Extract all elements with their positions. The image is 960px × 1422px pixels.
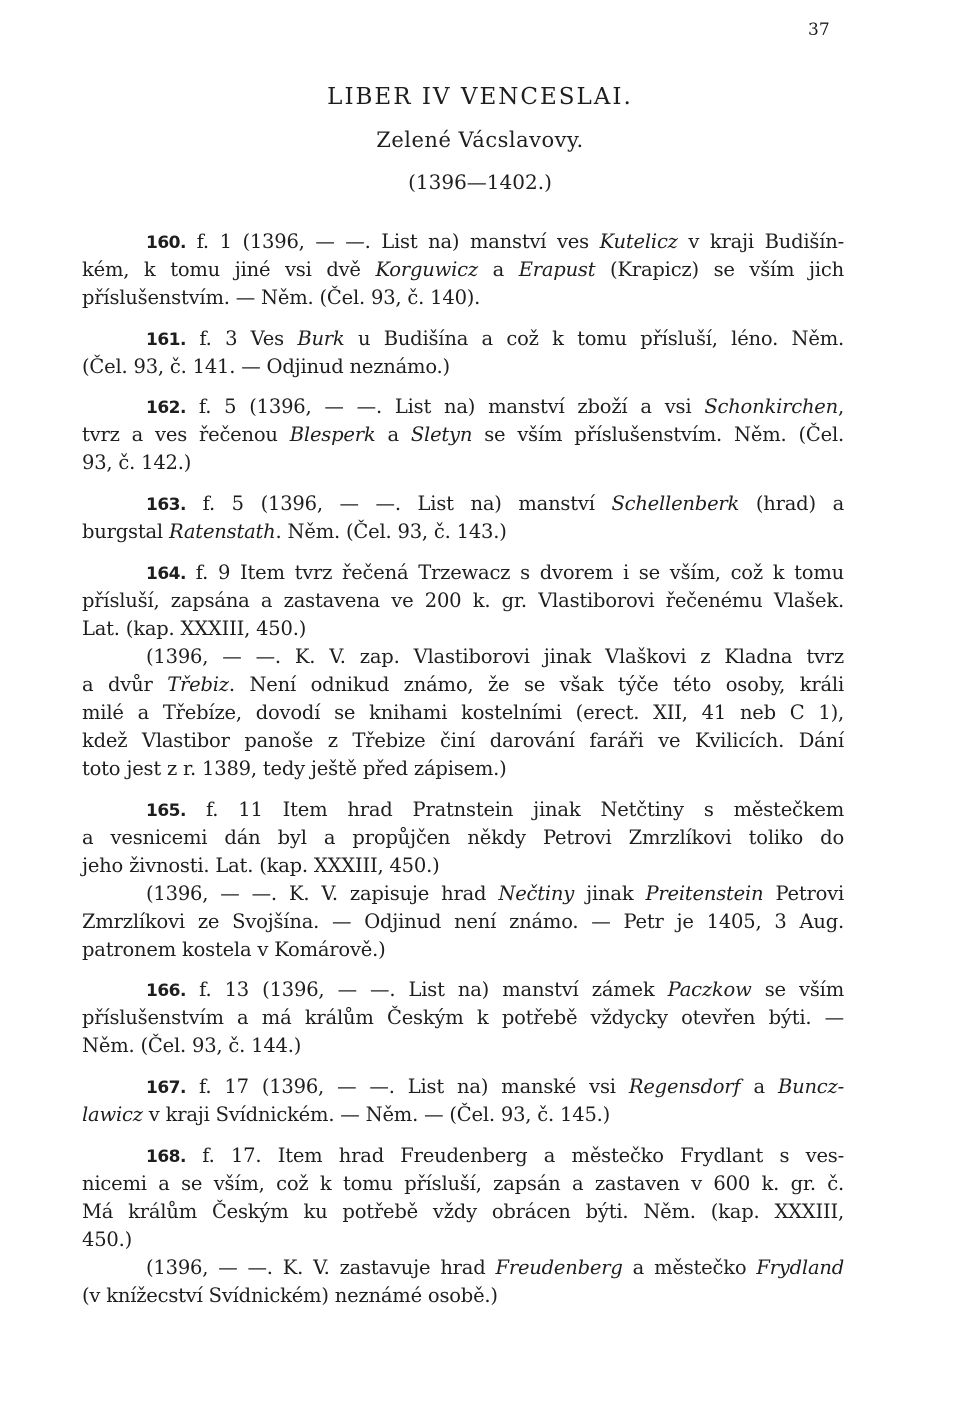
entry-note-line: patronem kostela v Komárově.) bbox=[82, 938, 386, 961]
italic-place-name: Buncz- bbox=[777, 1075, 844, 1098]
entry-text-line: 161. f. 3 Ves Burk u Budišína a což k tomu přísluší, léno. Něm. bbox=[146, 327, 844, 350]
book-title: LIBER IV VENCESLAI. bbox=[327, 84, 633, 110]
entry-text-line: 168. f. 17. Item hrad Freudenberg a městečko Frydlant s ves- bbox=[146, 1144, 844, 1167]
entry-text-line: 165. f. 11 Item hrad Pratnstein jinak Netčtiny s městečkem bbox=[146, 798, 845, 821]
entry-text-line: Něm. (Čel. 93, č. 144.) bbox=[82, 1034, 302, 1057]
entry-number: 165. bbox=[146, 801, 186, 821]
entry-note-line: toto jest z r. 1389, tedy ještě před zápisem.) bbox=[82, 757, 507, 780]
italic-place-name: Preitenstein bbox=[645, 882, 764, 905]
entry-note-line: (1396, — —. K. V. zastavuje hrad Freudenberg a městečko Frydland bbox=[146, 1256, 845, 1279]
entry-text-line: kém, k tomu jiné vsi dvě Korguwicz a Erapust (Krapicz) se vším jich bbox=[82, 258, 844, 281]
italic-place-name: Erapust bbox=[518, 258, 596, 281]
entry-text-line: 450.) bbox=[82, 1228, 133, 1251]
entry-text-line: Má králům Českým ku potřebě vždy obrácen býti. Něm. (kap. XXXIII, bbox=[82, 1200, 844, 1223]
entry-number: 162. bbox=[146, 398, 186, 418]
book-years: (1396—1402.) bbox=[408, 170, 552, 194]
entry-text-line: 167. f. 17 (1396, — —. List na) manské vsi Regensdorf a Buncz- bbox=[146, 1075, 844, 1098]
entry-text-line: nicemi a se vším, což k tomu přísluší, zapsán a zastaven v 600 k. gr. č. bbox=[82, 1172, 844, 1195]
entry-text-line: příslušenstvím. — Něm. (Čel. 93, č. 140). bbox=[82, 286, 481, 309]
entry-text-line: 166. f. 13 (1396, — —. List na) manství zámek Paczkow se vším bbox=[146, 978, 845, 1001]
italic-place-name: Kutelicz bbox=[599, 230, 678, 253]
entry-text-line: přísluší, zapsána a zastavena ve 200 k. gr. Vlastiborovi řečenému Vlašek. bbox=[82, 589, 844, 612]
entry-note-line: (v knížecství Svídnickém) neznámé osobě.) bbox=[82, 1284, 498, 1307]
entry-number: 168. bbox=[146, 1147, 186, 1167]
entry-note-line: (1396, — —. K. V. zap. Vlastiborovi jinak Vlaškovi z Kladna tvrz bbox=[146, 645, 844, 668]
entry-text-line: 162. f. 5 (1396, — —. List na) manství zboží a vsi Schonkirchen, bbox=[146, 395, 845, 418]
entry-number: 166. bbox=[146, 981, 186, 1001]
entry-text-line: tvrz a ves řečenou Blesperk a Sletyn se vším příslušenstvím. Něm. (Čel. bbox=[82, 423, 844, 446]
italic-place-name: Třebiz bbox=[167, 673, 229, 696]
italic-place-name: Frydland bbox=[756, 1256, 845, 1279]
entry-text-line: 164. f. 9 Item tvrz řečená Trzewacz s dvorem i se vším, což k tomu bbox=[146, 561, 844, 584]
entry-text-line: (Čel. 93, č. 141. — Odjinud neznámo.) bbox=[82, 355, 450, 378]
entry-note-line: (1396, — —. K. V. zapisuje hrad Nečtiny jinak Preitenstein Petrovi bbox=[146, 882, 844, 905]
italic-place-name: Freudenberg bbox=[495, 1256, 623, 1279]
italic-place-name: Sletyn bbox=[410, 423, 473, 446]
entry-note-line: kdež Vlastibor panoše z Třebize činí darování faráři ve Kvilicích. Dání bbox=[82, 729, 844, 752]
entry-text-line: Lat. (kap. XXXIII, 450.) bbox=[82, 617, 307, 640]
italic-place-name: Schonkirchen bbox=[704, 395, 839, 418]
entry-number: 161. bbox=[146, 330, 186, 350]
italic-place-name: Schellenberk bbox=[611, 492, 740, 515]
entry-text-line: lawicz v kraji Svídnickém. — Něm. — (Čel. 93, č. 145.) bbox=[82, 1103, 611, 1126]
entry-text-line: a vesnicemi dán byl a propůjčen někdy Petrovi Zmrzlíkovi toliko do bbox=[82, 826, 844, 849]
entry-number: 163. bbox=[146, 495, 186, 515]
entry-note-line: milé a Třebíze, dovodí se knihami kostelními (erect. XII, 41 neb C 1), bbox=[82, 701, 844, 724]
italic-place-name: Korguwicz bbox=[375, 258, 478, 281]
italic-place-name: Ratenstath bbox=[168, 520, 276, 543]
entry-number: 164. bbox=[146, 564, 186, 584]
italic-place-name: lawicz bbox=[82, 1103, 143, 1126]
italic-place-name: Blesperk bbox=[289, 423, 376, 446]
italic-place-name: Regensdorf bbox=[628, 1075, 741, 1098]
page-number: 37 bbox=[808, 20, 830, 40]
italic-place-name: Paczkow bbox=[667, 978, 752, 1001]
book-subtitle: Zelené Vácslavovy. bbox=[376, 128, 584, 152]
entry-text-line: 163. f. 5 (1396, — —. List na) manství Schellenberk (hrad) a bbox=[146, 492, 844, 515]
entry-number: 160. bbox=[146, 233, 186, 253]
entry-text-line: příslušenstvím a má králům Českým k potřebě vždycky otevřen býti. — bbox=[82, 1006, 844, 1029]
italic-place-name: Burk bbox=[297, 327, 345, 350]
italic-place-name: Nečtiny bbox=[498, 882, 575, 905]
entry-text-line: burgstal Ratenstath. Něm. (Čel. 93, č. 143.) bbox=[82, 520, 507, 543]
entry-text-line: 93, č. 142.) bbox=[82, 451, 192, 474]
entry-note-line: Zmrzlíkovi ze Svojšína. — Odjinud není známo. — Petr je 1405, 3 Aug. bbox=[82, 910, 844, 933]
entry-note-line: a dvůr Třebiz. Není odnikud známo, že se však týče této osoby, králi bbox=[82, 673, 844, 696]
entry-text-line: jeho živnosti. Lat. (kap. XXXIII, 450.) bbox=[82, 854, 440, 877]
entry-number: 167. bbox=[146, 1078, 186, 1098]
entry-text-line: 160. f. 1 (1396, — —. List na) manství ves Kutelicz v kraji Budišín- bbox=[146, 230, 844, 253]
